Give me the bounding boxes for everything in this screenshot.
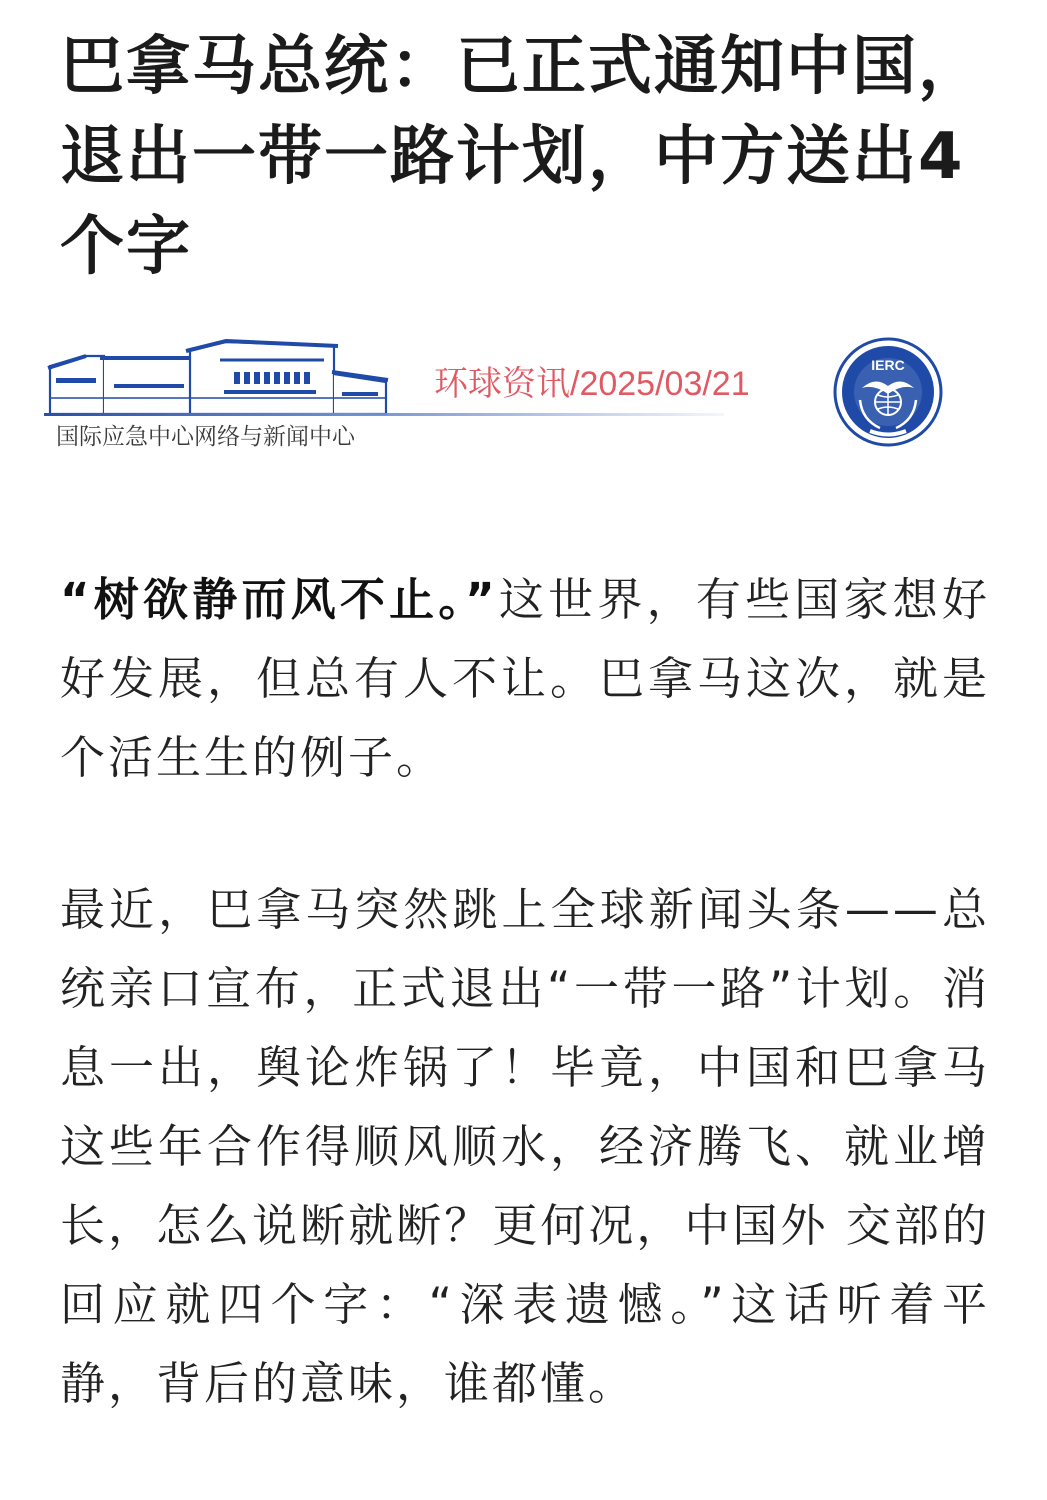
- banner-divider: [44, 413, 724, 416]
- article-headline: 巴拿马总统：已正式通知中国，退出一带一路计划，中方送出4个字: [60, 30, 984, 284]
- source-date: 环球资讯/2025/03/21: [434, 365, 750, 403]
- paragraph-1-text: 这世界，有些国家想好好发展，但总有人不让。巴拿马这次，就是个活生生的例子。: [60, 573, 990, 784]
- paragraph-1: [60, 560, 990, 797]
- opening-quote: “树欲静而风不止。”: [60, 573, 498, 626]
- emblem-text: IERC: [871, 357, 905, 373]
- ierc-emblem-icon: [832, 336, 944, 448]
- article-body: [60, 560, 990, 1423]
- org-name: 国际应急中心网络与新闻中心: [56, 424, 355, 450]
- paragraph-2: 最近，巴拿马突然跳上全球新闻头条——总统亲口宣布，正式退出“一带一路”计划。消息一出，舆论炸锅了！毕竟，中国和巴拿马这些年合作得顺风顺水，经济腾飞、就业增长，怎么说断就断？更何况，中国外 交部的回应就四个字：“深表遗憾。”这话听着平静，背后的意味，谁都懂。: [60, 883, 990, 1410]
- government-building-icon: [44, 338, 394, 418]
- source-banner: [44, 330, 954, 460]
